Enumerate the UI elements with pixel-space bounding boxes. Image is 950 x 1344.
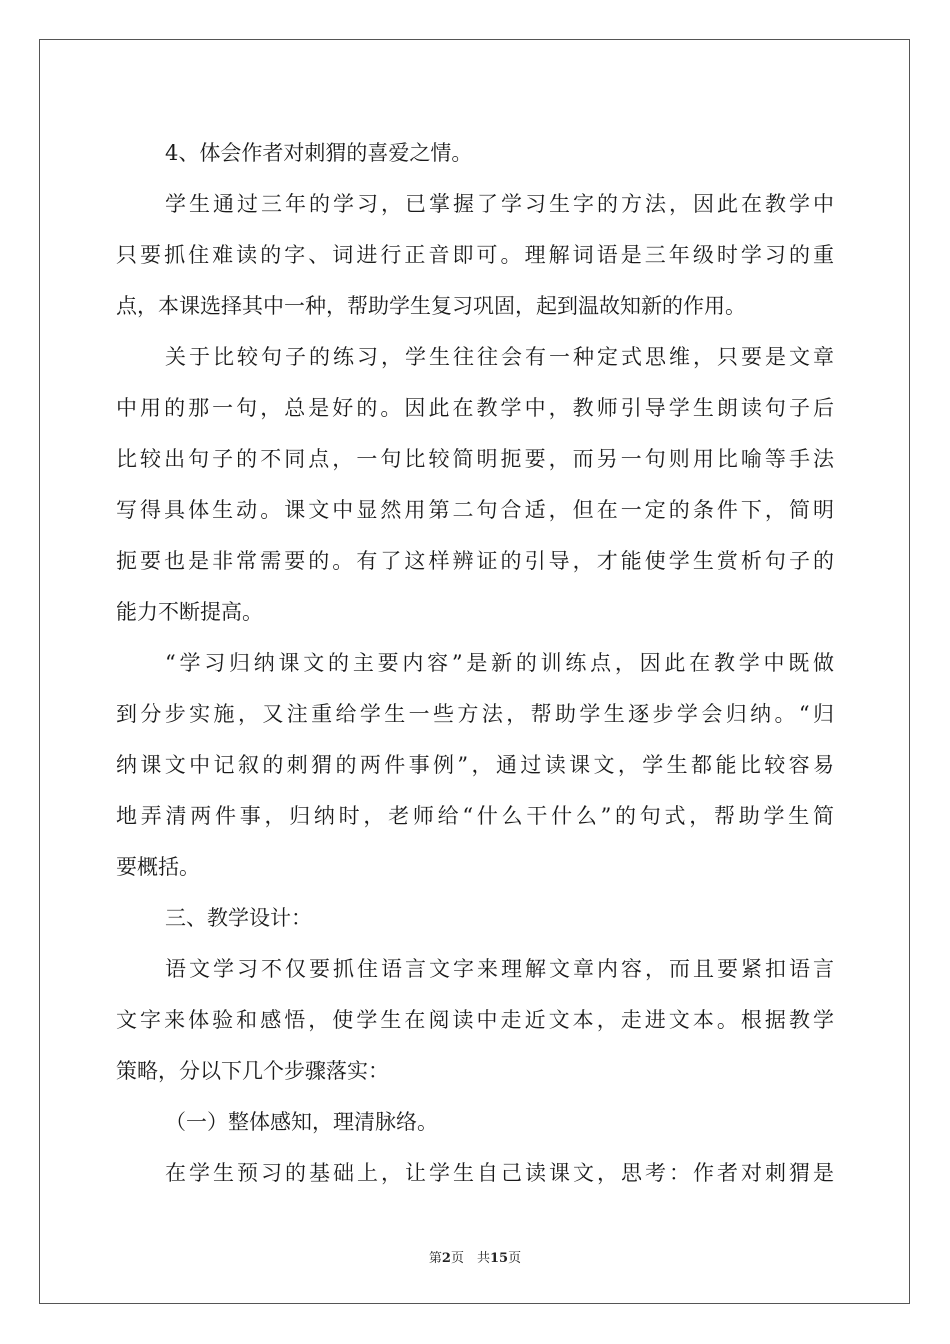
document-body	[116, 128, 834, 1199]
text-line: 在学生预习的基础上，让学生自己读课文，思考：作者对刺猬是	[165, 1161, 834, 1185]
text-line: 中用的那一句，总是好的。因此在教学中，教师引导学生朗读句子后	[116, 396, 834, 420]
text-line: “学习归纳课文的主要内容”是新的训练点，因此在教学中既做	[165, 651, 834, 675]
footer-prefix: 第	[428, 1251, 442, 1266]
text-line: 写得具体生动。课文中显然用第二句合适，但在一定的条件下，简明	[116, 498, 834, 522]
text-line: 要概括。	[116, 855, 200, 879]
text-line: 学生通过三年的学习，已掌握了学习生字的方法，因此在教学中	[165, 192, 834, 216]
footer-mid: 页 共	[450, 1251, 490, 1266]
text-line: 只要抓住难读的字、词进行正音即可。理解词语是三年级时学习的重	[116, 243, 834, 267]
text-line: 扼要也是非常需要的。有了这样辨证的引导，才能使学生赏析句子的	[116, 549, 834, 573]
text-line: 三、教学设计：	[165, 906, 312, 930]
footer-total-pages: 15	[489, 1251, 509, 1266]
text-line: 关于比较句子的练习，学生往往会有一种定式思维，只要是文章	[165, 345, 834, 369]
text-line: 能力不断提高。	[116, 600, 263, 624]
footer-page-number: 2	[441, 1251, 451, 1266]
text-line: 语文学习不仅要抓住语言文字来理解文章内容，而且要紧扣语言	[165, 957, 834, 981]
text-line: 地弄清两件事，归纳时，老师给“什么干什么”的句式，帮助学生简	[116, 804, 834, 828]
text-line: 纳课文中记叙的刺猬的两件事例”，通过读课文，学生都能比较容易	[116, 753, 834, 777]
text-line: （一）整体感知，理清脉络。	[165, 1110, 438, 1134]
text-line: 到分步实施，又注重给学生一些方法，帮助学生逐步学会归纳。“归	[116, 702, 834, 726]
text-line: 4、体会作者对刺猬的喜爱之情。	[165, 141, 473, 165]
text-line: 文字来体验和感悟，使学生在阅读中走近文本，走进文本。根据教学	[116, 1008, 834, 1032]
text-line: 策略，分以下几个步骤落实：	[116, 1059, 389, 1083]
page-footer	[0, 1247, 950, 1266]
text-line: 点，本课选择其中一种，帮助学生复习巩固，起到温故知新的作用。	[116, 294, 746, 318]
text-line: 比较出句子的不同点，一句比较简明扼要，而另一句则用比喻等手法	[116, 447, 834, 471]
footer-suffix: 页	[508, 1251, 522, 1266]
